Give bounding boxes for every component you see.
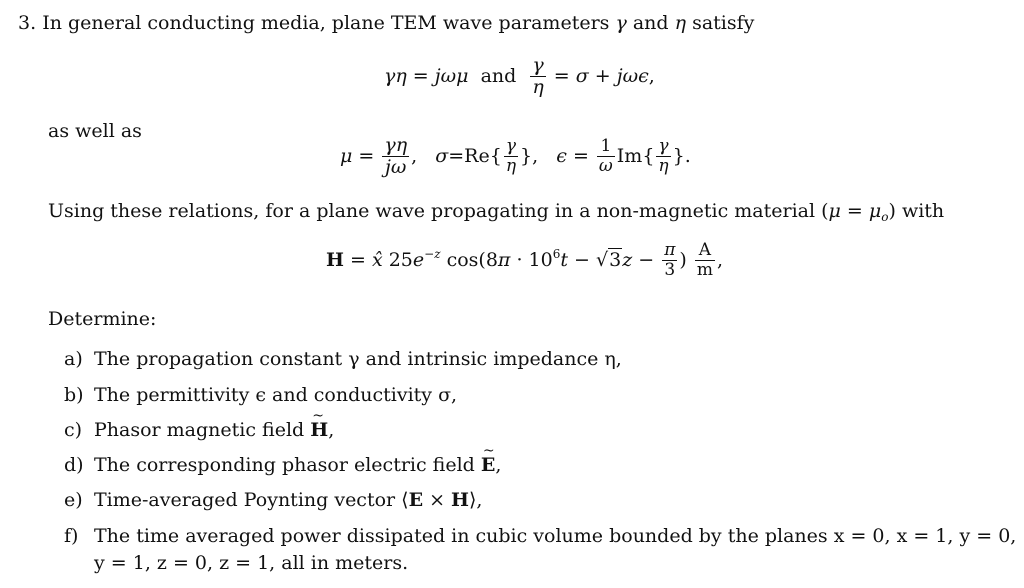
equation-gamma-eta: γη = jωμ and $\frac{\gamma}{\eta}$ = σ + jωϵ, xyxy=(384,54,655,98)
list-item: f) The time averaged power dissipated in cubic volume bounded by the planes x = 0, x = 1, y = 0, xyxy=(64,525,1017,547)
list-item: c) Phasor magnetic field ~ H, xyxy=(64,419,334,442)
satisfy-word: satisfy xyxy=(692,12,755,34)
using-text: Using these relations, for a plane wave propagating in a non-magnetic material xyxy=(48,200,816,222)
using-relations-line: Using these relations, for a plane wave propagating in a non-magnetic material $(\mu = \mu_o)$ with xyxy=(48,200,945,224)
eta-symbol: η xyxy=(674,12,687,34)
list-item-continuation: y = 1, z = 0, z = 1, all in meters. xyxy=(94,552,409,574)
determine-label: Determine: xyxy=(48,308,157,330)
list-item: e) Time-averaged Poynting vector ⟨E × H⟩, xyxy=(64,489,483,511)
list-item: a) The propagation constant γ and intrinsic impedance η, xyxy=(64,348,622,370)
and-word: and xyxy=(632,12,669,34)
with-word: with xyxy=(901,200,945,222)
list-item: b) The permittivity ϵ and conductivity σ, xyxy=(64,384,458,406)
equation-h-field: H = x̂ $25e^{-z}$ $\cos(8\pi \cdot 10^6t - √3z$ − $\frac{\pi}{3}$ ) $\frac{A}{m}$ , xyxy=(326,240,724,280)
phasor-e-symbol: ~ E xyxy=(481,454,495,477)
phasor-h-symbol: ~ H xyxy=(310,419,328,442)
as-well-as-text: as well as xyxy=(48,120,142,142)
equation-mu-sigma-eps: μ = $\frac{\gamma\eta}{j\omega}$ , σ=Re{ $\frac{\gamma}{\eta}$ }, ϵ = $\frac{1}{\omega}$ Im{ $\frac{\gamma}{\eta}$ }. xyxy=(340,134,691,178)
problem-number: 3. xyxy=(18,12,37,34)
list-item: d) The corresponding phasor electric field ~ E, xyxy=(64,454,501,477)
problem-statement-line xyxy=(18,12,754,35)
intro-text: In general conducting media, plane TEM wave parameters xyxy=(42,12,610,34)
gamma-symbol: γ xyxy=(615,12,627,34)
